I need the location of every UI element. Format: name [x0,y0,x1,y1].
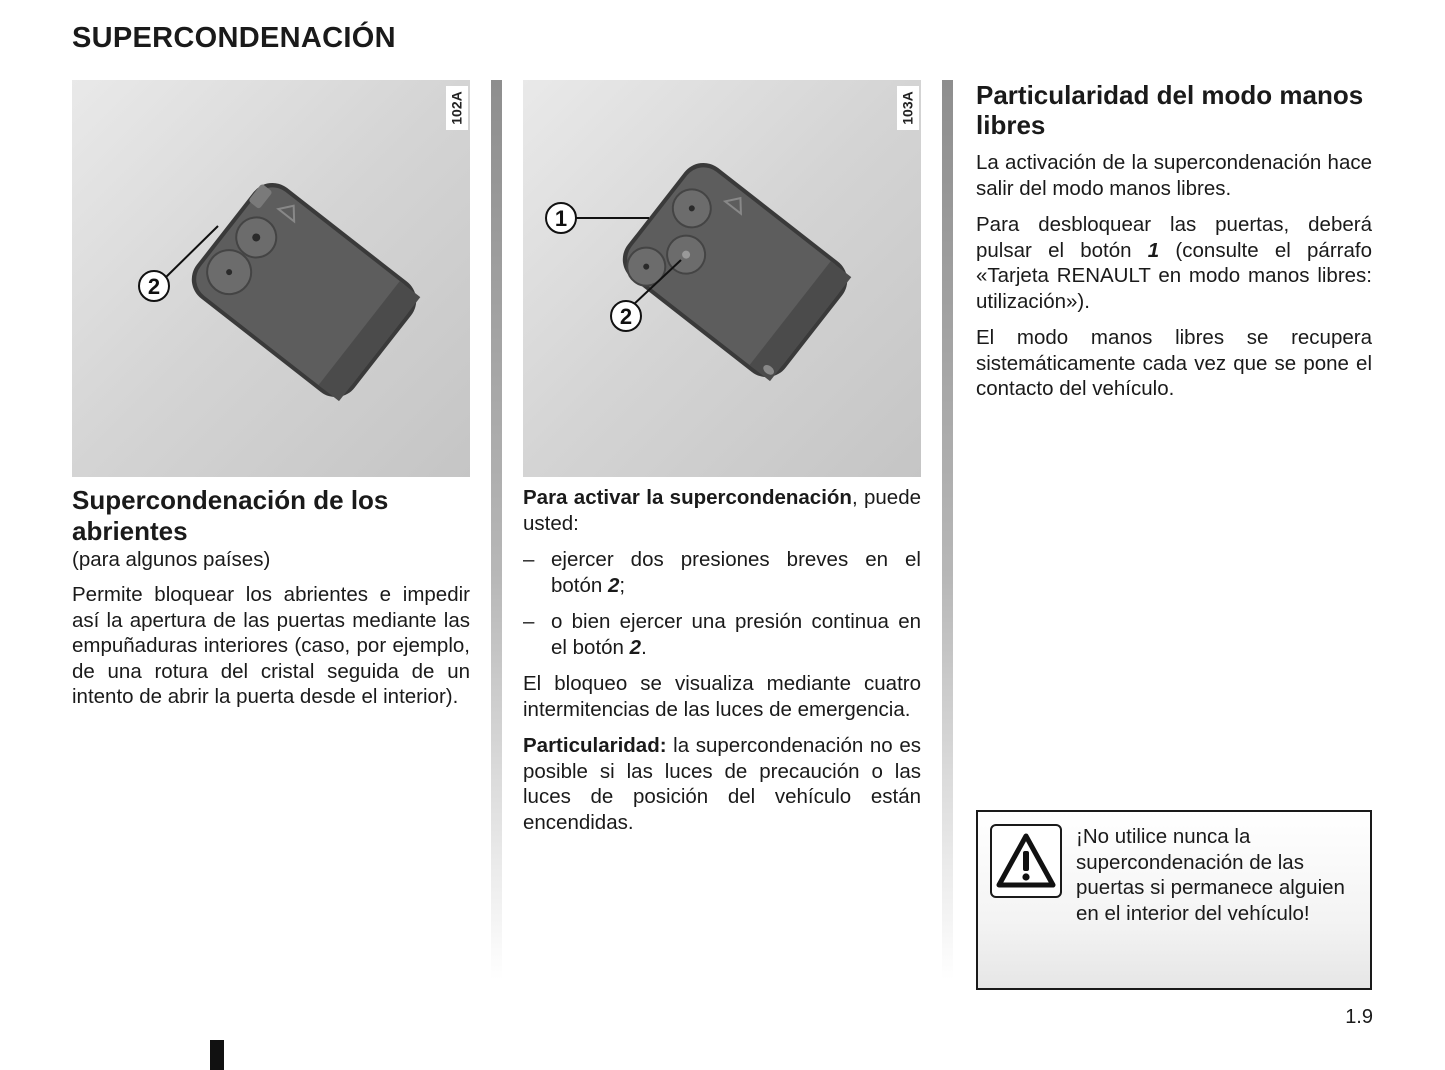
column-middle [523,80,921,846]
keycard-illustration-three-buttons [523,80,921,477]
column-divider [942,80,953,980]
activation-lead: Para activar la supercondenación, puede usted: [523,486,921,535]
figure-code: 103A [897,86,919,130]
column-right [976,80,1372,413]
warning-text: ¡No utilice nunca la supercondenación de las puertas si permanece alguien en el interior del vehículo! [1076,825,1345,925]
figure-103a [523,80,921,477]
section-heading-manos-libres: Particularidad del modo manos libres [976,80,1364,140]
list-item: – ejercer dos presiones breves en el botón 2; [523,548,921,597]
callout-1-label: 1 [554,206,568,231]
paragraph-indication: El bloqueo se visualiza mediante cuatro intermitencias de las luces de emergencia. [523,672,921,721]
keycard-illustration-two-buttons [72,80,470,477]
callout-2-label: 2 [619,304,633,329]
page-edge-marker [210,1040,224,1070]
paragraph-1: La activación de la supercondenación hace salir del modo manos libres. [976,151,1372,200]
section-heading-supercondenacion: Supercondenación de los abrientes [72,485,389,546]
page-title: SUPERCONDENACIÓN [72,22,396,54]
section-subtitle: (para algunos países) [72,548,271,571]
activation-list [523,547,921,660]
warning-box [976,810,1372,990]
column-divider [491,80,502,980]
callout-2-label: 2 [147,274,161,299]
list-item: – o bien ejercer una presión continua en el botón 2. [523,610,921,659]
page-number: 1.9 [1345,1006,1373,1028]
paragraph-2: Para desbloquear las puertas, deberá pulsar el botón 1 (consulte el párrafo «Tarjeta RENAULT en modo manos libres: utilización»). [976,213,1372,313]
column-left [72,80,470,721]
warning-triangle-icon [990,824,1062,898]
figure-code: 102A [446,86,468,130]
paragraph-note: Particularidad: la supercondenación no es posible si las luces de precaución o las luces de posición del vehículo están encendidas. [523,734,921,834]
figure-102a [72,80,470,477]
paragraph-3: El modo manos libres se recupera sistemáticamente cada vez que se pone el contacto del vehículo. [976,326,1372,400]
paragraph-description: Permite bloquear los abrientes e impedir así la apertura de las puertas mediante las empuñaduras interiores (caso, por ejemplo, de una rotura del cristal seguida de un intento de abrir la puerta desde el interior). [72,583,470,708]
